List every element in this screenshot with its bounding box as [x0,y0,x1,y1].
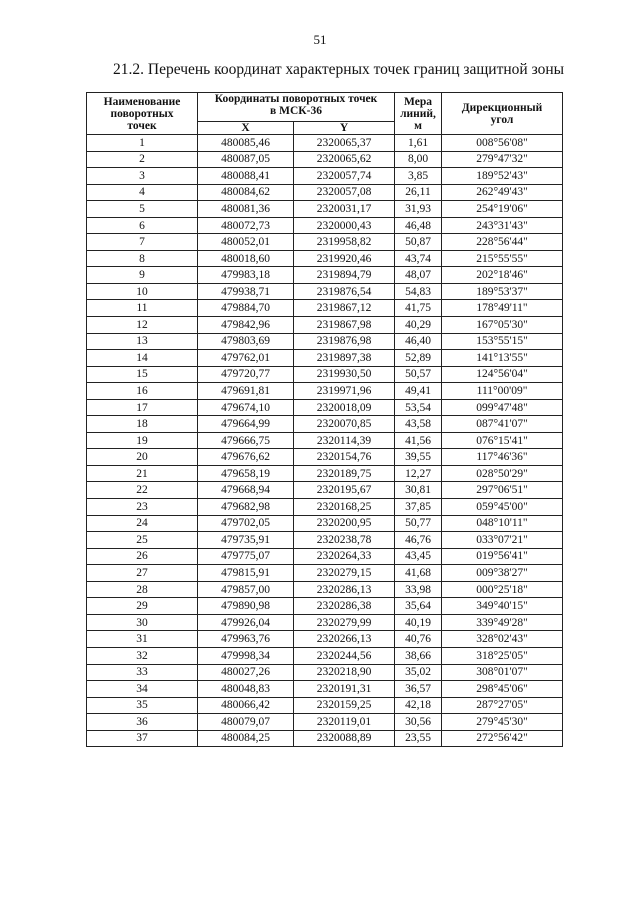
cell-direction-angle: 328°02'43" [442,631,563,648]
cell-x: 480048,83 [198,681,294,698]
header-y: Y [294,122,395,135]
cell-direction-angle: 000°25'18" [442,581,563,598]
cell-y: 2319894,79 [294,267,395,284]
cell-point-number: 25 [87,532,198,549]
table-row [87,697,563,714]
cell-direction-angle: 254°19'06" [442,201,563,218]
cell-direction-angle: 117°46'36" [442,449,563,466]
cell-point-number: 31 [87,631,198,648]
cell-y: 2320244,56 [294,647,395,664]
cell-point-number: 23 [87,499,198,516]
cell-line-measure: 33,98 [395,581,442,598]
cell-point-number: 5 [87,201,198,218]
cell-direction-angle: 287°27'05" [442,697,563,714]
cell-line-measure: 39,55 [395,449,442,466]
cell-y: 2320018,09 [294,399,395,416]
header-direction-angle [442,93,563,135]
cell-y: 2320279,99 [294,614,395,631]
cell-direction-angle: 009°38'27" [442,565,563,582]
cell-point-number: 18 [87,416,198,433]
cell-point-number: 37 [87,730,198,747]
cell-point-number: 27 [87,565,198,582]
table-row [87,399,563,416]
cell-y: 2320159,25 [294,697,395,714]
cell-line-measure: 41,68 [395,565,442,582]
cell-point-number: 4 [87,184,198,201]
cell-direction-angle: 298°45'06" [442,681,563,698]
cell-point-number: 24 [87,515,198,532]
cell-x: 479735,91 [198,532,294,549]
cell-y: 2320279,15 [294,565,395,582]
cell-direction-angle: 243°31'43" [442,217,563,234]
cell-x: 480081,36 [198,201,294,218]
cell-point-number: 26 [87,548,198,565]
table-row [87,681,563,698]
cell-direction-angle: 272°56'42" [442,730,563,747]
cell-direction-angle: 279°47'32" [442,151,563,168]
table-row [87,250,563,267]
cell-direction-angle: 048°10'11" [442,515,563,532]
cell-point-number: 6 [87,217,198,234]
cell-line-measure: 30,81 [395,482,442,499]
cell-y: 2320031,17 [294,201,395,218]
table-row [87,135,563,152]
cell-point-number: 11 [87,300,198,317]
cell-line-measure: 3,85 [395,168,442,185]
cell-line-measure: 23,55 [395,730,442,747]
cell-direction-angle: 059°45'00" [442,499,563,516]
cell-direction-angle: 087°41'07" [442,416,563,433]
cell-x: 479983,18 [198,267,294,284]
cell-direction-angle: 228°56'44" [442,234,563,251]
header-point-name-line1: Наименование [103,95,181,108]
cell-y: 2320088,89 [294,730,395,747]
cell-x: 479775,07 [198,548,294,565]
header-x: X [198,122,294,135]
cell-y: 2319930,50 [294,366,395,383]
cell-x: 479702,05 [198,515,294,532]
table-row [87,499,563,516]
cell-line-measure: 53,54 [395,399,442,416]
cell-x: 479668,94 [198,482,294,499]
table-row [87,614,563,631]
cell-y: 2320168,25 [294,499,395,516]
cell-x: 479963,76 [198,631,294,648]
cell-line-measure: 12,27 [395,465,442,482]
cell-direction-angle: 297°06'51" [442,482,563,499]
cell-y: 2319876,98 [294,333,395,350]
table-row [87,664,563,681]
table-row [87,350,563,367]
cell-x: 480052,01 [198,234,294,251]
cell-x: 479682,98 [198,499,294,516]
cell-y: 2320195,67 [294,482,395,499]
cell-x: 480085,46 [198,135,294,152]
header-line-measure-line1: Мера [404,95,432,108]
cell-direction-angle: 033°07'21" [442,532,563,549]
cell-point-number: 2 [87,151,198,168]
cell-y: 2320200,95 [294,515,395,532]
cell-x: 479842,96 [198,317,294,334]
table-row [87,217,563,234]
cell-point-number: 16 [87,383,198,400]
cell-line-measure: 38,66 [395,647,442,664]
cell-point-number: 9 [87,267,198,284]
cell-x: 479762,01 [198,350,294,367]
cell-x: 479926,04 [198,614,294,631]
cell-line-measure: 49,41 [395,383,442,400]
cell-y: 2320119,01 [294,714,395,731]
cell-line-measure: 48,07 [395,267,442,284]
cell-line-measure: 40,29 [395,317,442,334]
table-row [87,151,563,168]
cell-y: 2319897,38 [294,350,395,367]
cell-x: 480066,42 [198,697,294,714]
cell-direction-angle: 124°56'04" [442,366,563,383]
cell-line-measure: 41,56 [395,432,442,449]
cell-x: 479815,91 [198,565,294,582]
table-row [87,201,563,218]
header-coordinates-line2: в МСК-36 [270,105,322,117]
cell-x: 480087,05 [198,151,294,168]
cell-point-number: 10 [87,283,198,300]
cell-y: 2319958,82 [294,234,395,251]
cell-y: 2320065,62 [294,151,395,168]
cell-line-measure: 50,57 [395,366,442,383]
coordinates-table [86,92,563,747]
cell-line-measure: 26,11 [395,184,442,201]
cell-x: 479803,69 [198,333,294,350]
cell-x: 480027,26 [198,664,294,681]
cell-x: 479658,19 [198,465,294,482]
table-row [87,366,563,383]
table-row [87,333,563,350]
cell-point-number: 33 [87,664,198,681]
cell-x: 479857,00 [198,581,294,598]
table-row [87,565,563,582]
page-number: 51 [313,32,327,47]
cell-point-number: 12 [87,317,198,334]
cell-x: 480018,60 [198,250,294,267]
header-line-measure [395,93,442,135]
header-coordinates [198,93,395,122]
cell-x: 479890,98 [198,598,294,615]
cell-point-number: 3 [87,168,198,185]
cell-point-number: 32 [87,647,198,664]
cell-line-measure: 37,85 [395,499,442,516]
cell-line-measure: 36,57 [395,681,442,698]
table-row [87,581,563,598]
cell-point-number: 8 [87,250,198,267]
cell-direction-angle: 318°25'05" [442,647,563,664]
cell-point-number: 19 [87,432,198,449]
table-row [87,515,563,532]
cell-x: 479998,34 [198,647,294,664]
cell-point-number: 34 [87,681,198,698]
cell-x: 480072,73 [198,217,294,234]
table-row [87,482,563,499]
cell-y: 2320070,85 [294,416,395,433]
cell-line-measure: 43,74 [395,250,442,267]
cell-direction-angle: 339°49'28" [442,614,563,631]
cell-line-measure: 31,93 [395,201,442,218]
section-title: 21.2. Перечень координат характерных точек границ защитной зоны [113,61,565,78]
cell-x: 480084,25 [198,730,294,747]
table-row [87,234,563,251]
cell-line-measure: 52,89 [395,350,442,367]
cell-y: 2320114,39 [294,432,395,449]
cell-x: 479691,81 [198,383,294,400]
cell-y: 2320238,78 [294,532,395,549]
cell-point-number: 30 [87,614,198,631]
cell-direction-angle: 076°15'41" [442,432,563,449]
cell-direction-angle: 111°00'09" [442,383,563,400]
cell-y: 2319971,96 [294,383,395,400]
cell-line-measure: 35,02 [395,664,442,681]
table-row [87,449,563,466]
cell-y: 2319876,54 [294,283,395,300]
table-row [87,267,563,284]
cell-direction-angle: 189°52'43" [442,168,563,185]
cell-x: 479938,71 [198,283,294,300]
cell-point-number: 35 [87,697,198,714]
header-point-name-line3: точек [127,119,157,132]
cell-line-measure: 50,77 [395,515,442,532]
cell-y: 2320065,37 [294,135,395,152]
cell-y: 2320266,13 [294,631,395,648]
cell-direction-angle: 028°50'29" [442,465,563,482]
cell-line-measure: 43,58 [395,416,442,433]
table-row [87,631,563,648]
cell-line-measure: 30,56 [395,714,442,731]
cell-line-measure: 40,19 [395,614,442,631]
cell-x: 479674,10 [198,399,294,416]
table-row [87,283,563,300]
table-row [87,730,563,747]
header-line-measure-line2: линий, [400,107,436,120]
cell-line-measure: 46,76 [395,532,442,549]
cell-line-measure: 1,61 [395,135,442,152]
cell-point-number: 36 [87,714,198,731]
table-header-row [87,93,563,122]
table-row [87,465,563,482]
cell-y: 2320000,43 [294,217,395,234]
table-row [87,168,563,185]
cell-direction-angle: 153°55'15" [442,333,563,350]
header-line-measure-line3: м [414,119,422,132]
cell-x: 479720,77 [198,366,294,383]
table-row [87,317,563,334]
cell-x: 479664,99 [198,416,294,433]
cell-line-measure: 54,83 [395,283,442,300]
cell-direction-angle: 349°40'15" [442,598,563,615]
cell-line-measure: 43,45 [395,548,442,565]
table-row [87,383,563,400]
table-row [87,598,563,615]
cell-direction-angle: 215°55'55" [442,250,563,267]
cell-y: 2319867,98 [294,317,395,334]
cell-y: 2319920,46 [294,250,395,267]
header-point-name [87,93,198,135]
cell-direction-angle: 167°05'30" [442,317,563,334]
cell-x: 480084,62 [198,184,294,201]
cell-point-number: 15 [87,366,198,383]
table-row [87,714,563,731]
cell-line-measure: 40,76 [395,631,442,648]
cell-line-measure: 50,87 [395,234,442,251]
cell-x: 480088,41 [198,168,294,185]
cell-line-measure: 46,48 [395,217,442,234]
cell-line-measure: 41,75 [395,300,442,317]
cell-point-number: 22 [87,482,198,499]
cell-direction-angle: 099°47'48" [442,399,563,416]
cell-point-number: 21 [87,465,198,482]
cell-point-number: 17 [87,399,198,416]
cell-y: 2320154,76 [294,449,395,466]
table-row [87,647,563,664]
table-row [87,532,563,549]
cell-point-number: 20 [87,449,198,466]
cell-x: 479666,75 [198,432,294,449]
cell-direction-angle: 262°49'43" [442,184,563,201]
cell-y: 2320286,13 [294,581,395,598]
header-point-name-line2: поворотных [110,107,174,120]
cell-direction-angle: 141°13'55" [442,350,563,367]
cell-line-measure: 8,00 [395,151,442,168]
cell-point-number: 28 [87,581,198,598]
cell-y: 2320189,75 [294,465,395,482]
cell-y: 2320264,33 [294,548,395,565]
cell-point-number: 14 [87,350,198,367]
header-direction-angle-line1: Дирекционный [461,101,543,114]
cell-y: 2320286,38 [294,598,395,615]
cell-x: 479676,62 [198,449,294,466]
cell-direction-angle: 202°18'46" [442,267,563,284]
cell-direction-angle: 279°45'30" [442,714,563,731]
table-row [87,416,563,433]
cell-direction-angle: 008°56'08" [442,135,563,152]
table-row [87,432,563,449]
table-row [87,548,563,565]
cell-y: 2320218,90 [294,664,395,681]
cell-x: 480079,07 [198,714,294,731]
cell-y: 2319867,12 [294,300,395,317]
cell-line-measure: 42,18 [395,697,442,714]
table-body [87,135,563,747]
cell-point-number: 7 [87,234,198,251]
cell-y: 2320191,31 [294,681,395,698]
table-row [87,184,563,201]
cell-point-number: 13 [87,333,198,350]
cell-x: 479884,70 [198,300,294,317]
cell-line-measure: 35,64 [395,598,442,615]
cell-direction-angle: 189°53'37" [442,283,563,300]
header-direction-angle-line2: угол [490,113,514,126]
cell-point-number: 1 [87,135,198,152]
header-coordinates-line1: Координаты поворотных точек [214,93,378,105]
cell-point-number: 29 [87,598,198,615]
cell-line-measure: 46,40 [395,333,442,350]
cell-y: 2320057,74 [294,168,395,185]
cell-direction-angle: 308°01'07" [442,664,563,681]
cell-direction-angle: 019°56'41" [442,548,563,565]
table-row [87,300,563,317]
cell-direction-angle: 178°49'11" [442,300,563,317]
cell-y: 2320057,08 [294,184,395,201]
